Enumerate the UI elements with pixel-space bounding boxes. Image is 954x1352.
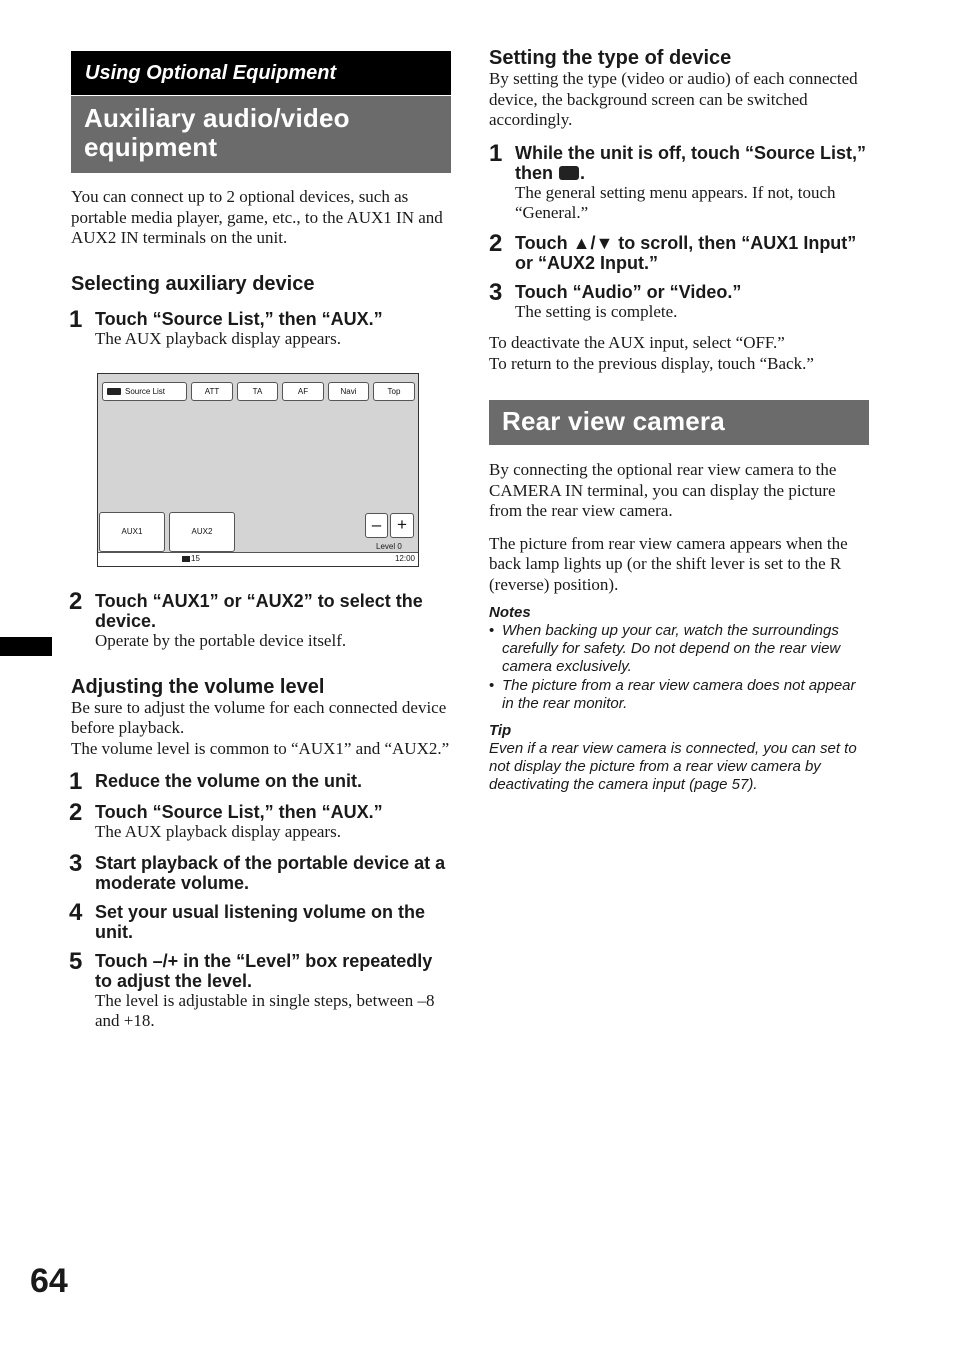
page-title bbox=[71, 96, 451, 173]
camera-title: Rear view camera bbox=[489, 400, 869, 445]
step-heading: Touch “Source List,” then “AUX.” bbox=[95, 802, 383, 822]
volume-step-5 bbox=[69, 947, 451, 1032]
step-description: The AUX playback display appears. bbox=[95, 822, 341, 841]
bullet-dot: • bbox=[489, 677, 495, 694]
step-number: 1 bbox=[489, 139, 503, 167]
note-item-1: • When backing up your car, watch the surroundings carefully for safety. Do not depend on the rear view camera exclusively. bbox=[489, 622, 841, 675]
type-after-2: To return to the previous display, touch “Back.” bbox=[489, 353, 814, 373]
level-label: Level 0 bbox=[376, 542, 402, 551]
intro-paragraph: You can connect up to 2 optional devices, such as portable media player, game, etc., to the AUX1 IN and AUX2 IN terminals on the unit. bbox=[71, 187, 443, 247]
step-number: 2 bbox=[69, 588, 83, 615]
tip-heading: Tip bbox=[489, 722, 512, 739]
type-heading: Setting the type of device bbox=[489, 47, 732, 69]
step-number: 4 bbox=[69, 898, 83, 926]
step-number: 5 bbox=[69, 947, 83, 975]
note-item-2: • The picture from a rear view camera does not appear in the rear monitor. bbox=[489, 677, 856, 712]
step-heading: While the unit is off, touch “Source List,” then . bbox=[515, 142, 866, 183]
type-step-2 bbox=[489, 229, 869, 273]
ta-button[interactable]: TA bbox=[237, 382, 278, 401]
camera-paragraph-1: By connecting the optional rear view camera to the CAMERA IN terminal, you can display the picture from the rear view camera. bbox=[489, 460, 837, 520]
step-heading: Start playback of the portable device at a moderate volume. bbox=[95, 852, 446, 893]
step-heading: Touch “Audio” or “Video.” bbox=[515, 281, 742, 302]
type-step-3 bbox=[489, 278, 869, 323]
step-description: The general setting menu appears. If not, touch “General.” bbox=[515, 182, 836, 222]
type-intro: By setting the type (video or audio) of each connected device, the background screen can be switched accordingly. bbox=[489, 69, 858, 129]
clock: 12:00 bbox=[394, 554, 415, 563]
step-heading: Touch “Source List,” then “AUX.” bbox=[95, 308, 383, 329]
step-heading: Touch ▲/▼ to scroll, then “AUX1 Input” or “AUX2 Input.” bbox=[515, 232, 857, 273]
volume-icon bbox=[182, 556, 190, 562]
att-button[interactable]: ATT bbox=[191, 382, 233, 401]
step-description: Operate by the portable device itself. bbox=[95, 631, 347, 650]
source-list-icon bbox=[107, 388, 121, 395]
section-header: Using Optional Equipment bbox=[71, 51, 451, 95]
step-number: 1 bbox=[69, 305, 83, 333]
source-list-button[interactable]: Source List bbox=[102, 382, 187, 401]
af-button[interactable]: AF bbox=[282, 382, 324, 401]
page-number: 64 bbox=[30, 1262, 68, 1300]
notes-heading: Notes bbox=[489, 604, 531, 621]
left-column bbox=[71, 51, 451, 349]
volume-heading: Adjusting the volume level bbox=[71, 675, 325, 698]
volume-step-1 bbox=[69, 768, 451, 795]
camera-paragraph-2: The picture from rear view camera appears when the back lamp lights up (or the shift lever is set to the R (reverse) position). bbox=[489, 533, 848, 594]
selecting-heading: Selecting auxiliary device bbox=[71, 272, 315, 295]
volume-step-4 bbox=[69, 898, 451, 942]
bullet-dot: • bbox=[489, 622, 495, 639]
step-description: The level is adjustable in single steps, between –8 and +18. bbox=[95, 990, 435, 1030]
step-description: The setting is complete. bbox=[515, 301, 678, 321]
step-number: 2 bbox=[489, 229, 503, 257]
step-number: 1 bbox=[69, 768, 83, 795]
aux2-button[interactable]: AUX2 bbox=[169, 512, 235, 552]
tip-text: Even if a rear view camera is connected, you can set to not display the picture from a rear view camera by deactivating the camera input (page 57). bbox=[489, 740, 857, 793]
level-minus-button[interactable]: – bbox=[365, 513, 388, 538]
step-heading: Touch “AUX1” or “AUX2” to select the device. bbox=[95, 591, 423, 631]
type-after-1: To deactivate the AUX input, select “OFF.” bbox=[489, 333, 785, 352]
step-description: The AUX playback display appears. bbox=[95, 328, 341, 348]
navi-button[interactable]: Navi bbox=[328, 382, 369, 401]
type-step-1 bbox=[489, 139, 869, 224]
aux1-button[interactable]: AUX1 bbox=[99, 512, 165, 552]
selecting-step-1 bbox=[69, 305, 451, 350]
step-number: 3 bbox=[489, 278, 503, 306]
aux-screen-illustration bbox=[97, 373, 419, 567]
left-column-lower bbox=[69, 588, 451, 1032]
status-bar bbox=[98, 552, 418, 566]
level-plus-button[interactable]: + bbox=[390, 513, 414, 538]
step-number: 2 bbox=[69, 799, 83, 826]
volume-intro-2: The volume level is common to “AUX1” and “AUX2.” bbox=[71, 738, 450, 758]
toolbox-icon bbox=[559, 166, 579, 180]
volume-value: 15 bbox=[191, 554, 200, 563]
page-title-line1: Auxiliary audio/video bbox=[84, 103, 350, 133]
volume-step-3 bbox=[69, 849, 451, 893]
volume-intro-1: Be sure to adjust the volume for each connected device before playback. bbox=[71, 697, 447, 737]
volume-step-2 bbox=[69, 799, 451, 843]
step-heading: Touch –/+ in the “Level” box repeatedly to adjust the level. bbox=[95, 950, 433, 991]
side-tab-marker bbox=[0, 637, 52, 656]
top-button[interactable]: Top bbox=[373, 382, 415, 401]
step-heading: Reduce the volume on the unit. bbox=[95, 771, 363, 791]
step-number: 3 bbox=[69, 849, 83, 877]
page-title-line2: equipment bbox=[84, 132, 218, 162]
right-column bbox=[489, 47, 869, 794]
selecting-step-2 bbox=[69, 588, 451, 652]
step-heading: Set your usual listening volume on the unit. bbox=[95, 901, 426, 942]
